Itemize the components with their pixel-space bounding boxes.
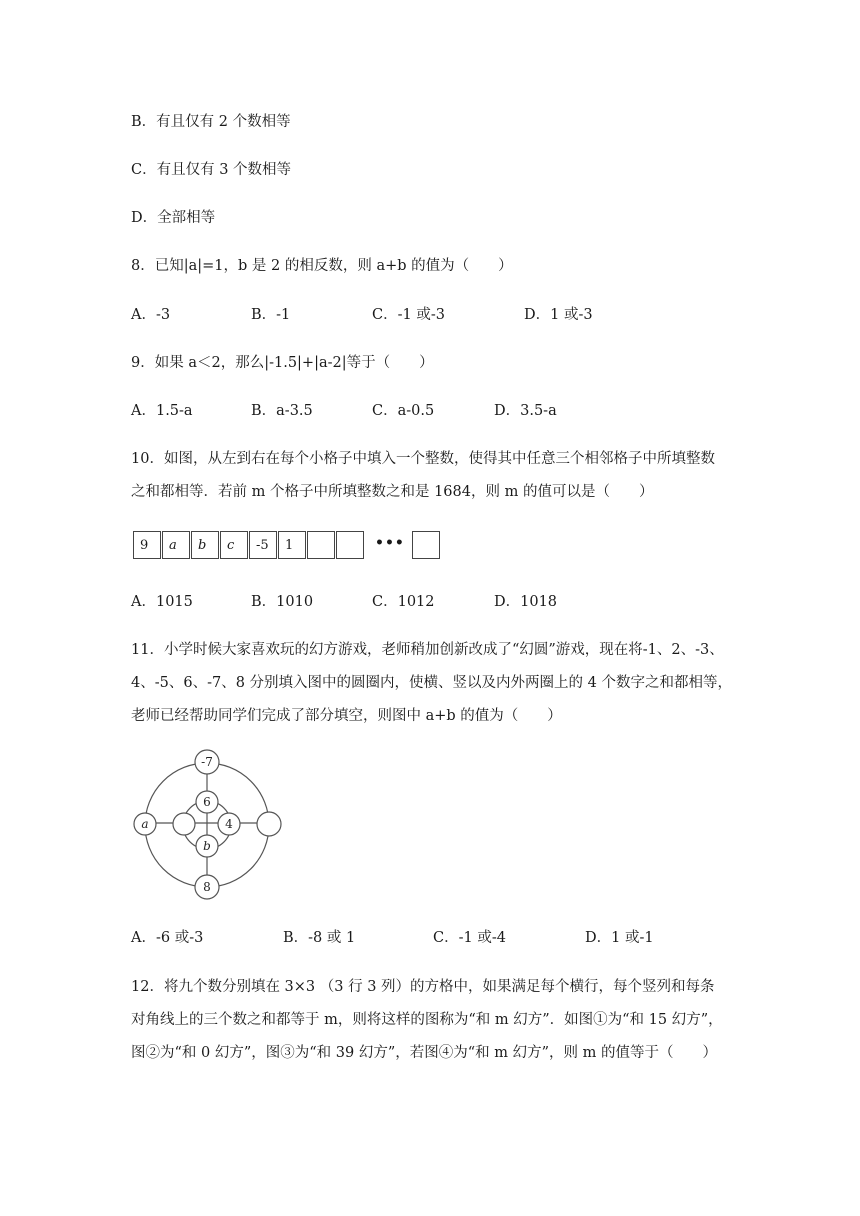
q10-cell: 9 <box>133 531 161 559</box>
q8-option-b: B．-1 <box>251 307 291 323</box>
q11-option-b: B．-8 或 1 <box>283 930 356 946</box>
q8-option-c: C．-1 或-3 <box>372 307 445 323</box>
q12-stem-line3: 图②为“和 0 幻方”，图③为“和 39 幻方”，若图④为“和 m 幻方”，则 m 的值等于（ ） <box>131 1045 718 1061</box>
q9-option-c: C．a-0.5 <box>372 403 435 419</box>
q7-option-c: C．有且仅有 3 个数相等 <box>131 162 292 178</box>
q8-stem: 8．已知|a|=1，b 是 2 的相反数，则 a+b 的值为（ ） <box>131 258 513 274</box>
q10-cell: a <box>162 531 190 559</box>
q10-option-b: B．1010 <box>251 594 314 610</box>
q7-option-d: D．全部相等 <box>131 210 216 226</box>
node-inner-left <box>173 813 195 835</box>
q11-stem-line2: 4、-5、6、-7、8 分别填入图中的圆圈内，使横、竖以及内外两圈上的 4 个数字之和都相等， <box>131 675 732 691</box>
q12-stem-line2: 对角线上的三个数之和都等于 m，则将这样的图称为“和 m 幻方”．如图①为“和 15 幻方”， <box>131 1012 723 1028</box>
label-top: -7 <box>201 755 213 769</box>
q10-option-c: C．1012 <box>372 594 435 610</box>
node-outer-right <box>257 812 281 836</box>
q9-option-a: A．1.5-a <box>131 403 193 419</box>
q9-stem: 9．如果 a＜2，那么|-1.5|+|a-2|等于（ ） <box>131 355 434 371</box>
q10-cell: 1 <box>278 531 306 559</box>
q10-option-d: D．1018 <box>494 594 558 610</box>
q12-stem-line1: 12．将九个数分别填在 3×3 （3 行 3 列）的方格中，如果满足每个横行，每个竖列和每条 <box>131 979 715 995</box>
q10-stem-line1: 10．如图，从左到右在每个小格子中填入一个整数，使得其中任意三个相邻格子中所填整数 <box>131 451 715 467</box>
q10-cell <box>336 531 364 559</box>
q10-cell: b <box>191 531 219 559</box>
q9-option-b: B．a-3.5 <box>251 403 313 419</box>
q10-stem-line2: 之和都相等．若前 m 个格子中所填整数之和是 1684，则 m 的值可以是（ ） <box>131 484 654 500</box>
q10-cell: -5 <box>249 531 277 559</box>
q11-stem-line1: 11．小学时候大家喜欢玩的幻方游戏，老师稍加创新改成了“幻圆”游戏，现在将-1、2、-3、 <box>131 642 724 658</box>
q10-option-a: A．1015 <box>131 594 193 610</box>
q8-option-d: D．1 或-3 <box>524 307 593 323</box>
label-inner-top: 6 <box>203 795 211 809</box>
q9-option-d: D．3.5-a <box>494 403 557 419</box>
q11-option-d: D．1 或-1 <box>585 930 654 946</box>
label-inner-bottom: b <box>203 839 211 853</box>
q11-stem-line3: 老师已经帮助同学们完成了部分填空，则图中 a+b 的值为（ ） <box>131 708 562 724</box>
label-bottom: 8 <box>203 880 211 894</box>
q10-ellipsis: ••• <box>375 535 405 551</box>
q11-magic-circle-figure <box>128 745 288 905</box>
q10-last-cell <box>412 531 440 559</box>
label-inner-right: 4 <box>225 817 233 831</box>
q10-cell: c <box>220 531 248 559</box>
label-left: a <box>141 817 149 831</box>
q10-cell <box>307 531 335 559</box>
q8-option-a: A．-3 <box>131 307 171 323</box>
q11-option-c: C．-1 或-4 <box>433 930 506 946</box>
q11-option-a: A．-6 或-3 <box>131 930 204 946</box>
q7-option-b: B．有且仅有 2 个数相等 <box>131 114 291 130</box>
